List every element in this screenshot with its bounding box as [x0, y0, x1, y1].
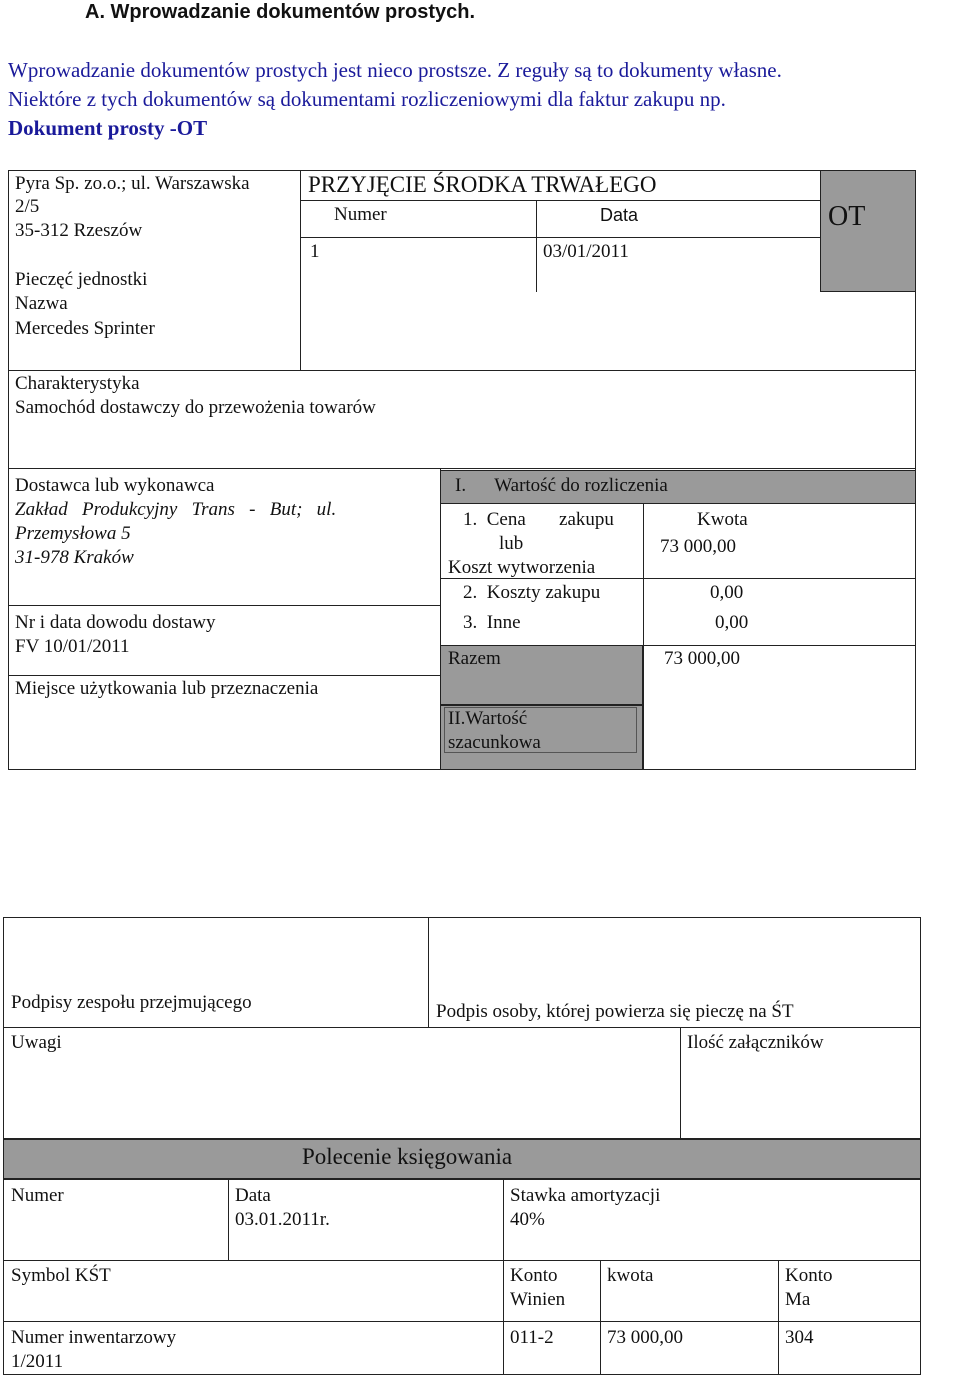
- name-label: Nazwa: [15, 293, 68, 314]
- rate-value: 40%: [510, 1209, 545, 1230]
- item1-line-c: Koszt wytworzenia: [448, 557, 596, 578]
- numer-label: Numer: [334, 204, 387, 225]
- item1-line-b: lub: [499, 533, 524, 554]
- booking-data-label: Data: [235, 1185, 271, 1206]
- kst-label: Symbol KŚT: [11, 1265, 111, 1286]
- company-line-2: 2/5: [15, 196, 40, 217]
- name-value: Mercedes Sprinter: [15, 318, 155, 339]
- item3-value: 0,00: [715, 612, 749, 633]
- kwota-value: 73 000,00: [607, 1327, 683, 1348]
- konto-winien-label-a: Konto: [510, 1265, 558, 1286]
- attachments-label: Ilość załączników: [687, 1032, 824, 1053]
- divider: [3, 1260, 921, 1261]
- inventory-number-label: Numer inwentarzowy: [11, 1327, 177, 1348]
- remarks-label: Uwagi: [11, 1032, 62, 1053]
- divider: [600, 1260, 601, 1375]
- divider: [643, 504, 644, 770]
- divider: [643, 645, 916, 646]
- supplier-line-1: Zakład Produkcyjny Trans - But; ul.: [15, 499, 337, 520]
- item1-value: 73 000,00: [660, 536, 736, 557]
- place-label: Miejsce użytkowania lub przeznaczenia: [15, 678, 319, 699]
- supplier-line-3: 31-978 Kraków: [15, 547, 134, 568]
- characteristic-value: Samochód dostawczy do przewożenia towarów: [15, 397, 376, 418]
- divider: [778, 1260, 779, 1375]
- form-title: PRZYJĘCIE ŚRODKA TRWAŁEGO: [308, 172, 657, 197]
- estimated-label-a: II.Wartość: [448, 708, 528, 729]
- item3-label: 3. Inne: [463, 612, 521, 633]
- characteristic-label: Charakterystyka: [15, 373, 140, 394]
- item1-line-a: 1. Cena zakupu: [463, 509, 614, 530]
- data-label: Data: [600, 205, 639, 225]
- total-value: 73 000,00: [664, 648, 740, 669]
- amount-label: Kwota: [697, 509, 748, 530]
- divider: [8, 468, 916, 469]
- kwota-label: kwota: [607, 1265, 654, 1286]
- divider: [3, 1027, 428, 1028]
- konto-ma-value: 304: [785, 1327, 814, 1348]
- stamp-label: Pieczęć jednostki: [15, 269, 148, 290]
- booking-data-value: 03.01.2011r.: [235, 1209, 330, 1230]
- divider: [300, 237, 820, 238]
- divider: [503, 1179, 504, 1375]
- valuation-header: I. Wartość do rozliczenia: [455, 475, 668, 496]
- company-line-1: Pyra Sp. zo.o.; ul. Warszawska: [15, 173, 250, 194]
- konto-ma-label-b: Ma: [785, 1289, 811, 1310]
- divider: [8, 605, 440, 606]
- section-heading: A. Wprowadzanie dokumentów prostych.: [85, 1, 476, 23]
- supplier-line-2: Przemysłowa 5: [15, 523, 131, 544]
- booking-header: Polecenie księgowania: [302, 1144, 513, 1169]
- supplier-label: Dostawca lub wykonawca: [15, 475, 215, 496]
- konto-winien-label-b: Winien: [510, 1289, 566, 1310]
- divider: [3, 1321, 921, 1322]
- divider: [8, 675, 440, 676]
- doc-code: OT: [828, 201, 866, 232]
- delivery-doc-value: FV 10/01/2011: [15, 636, 130, 657]
- item2-value: 0,00: [710, 582, 744, 603]
- intro-line-1: Wprowadzanie dokumentów prostych jest nieco prostsze. Z reguły są to dokumenty własne.: [8, 58, 782, 82]
- rate-label: Stawka amortyzacji: [510, 1185, 661, 1206]
- konto-ma-label-a: Konto: [785, 1265, 833, 1286]
- divider: [536, 200, 537, 292]
- booking-numer-label: Numer: [11, 1185, 64, 1206]
- divider: [428, 917, 429, 1027]
- company-line-3: 35-312 Rzeszów: [15, 220, 143, 241]
- item2-label: 2. Koszty zakupu: [463, 582, 601, 603]
- delivery-doc-label: Nr i data dowodu dostawy: [15, 612, 216, 633]
- intro-line-3: Dokument prosty -OT: [8, 116, 208, 140]
- konto-winien-value: 011-2: [510, 1327, 554, 1348]
- total-label: Razem: [448, 648, 501, 669]
- divider: [300, 200, 820, 201]
- seal-person-label: Podpis osoby, której powierza się pieczę na ŚT: [436, 1001, 794, 1022]
- divider: [8, 370, 916, 371]
- data-value: 03/01/2011: [543, 241, 629, 262]
- intro-line-2: Niektóre z tych dokumentów są dokumentami rozliczeniowymi dla faktur zakupu np.: [8, 87, 726, 111]
- estimated-label-b: szacunkowa: [448, 732, 541, 753]
- numer-value: 1: [310, 241, 320, 262]
- signatures-label: Podpisy zespołu przejmującego: [11, 992, 252, 1013]
- divider: [228, 1179, 229, 1260]
- inventory-number-value: 1/2011: [11, 1351, 64, 1372]
